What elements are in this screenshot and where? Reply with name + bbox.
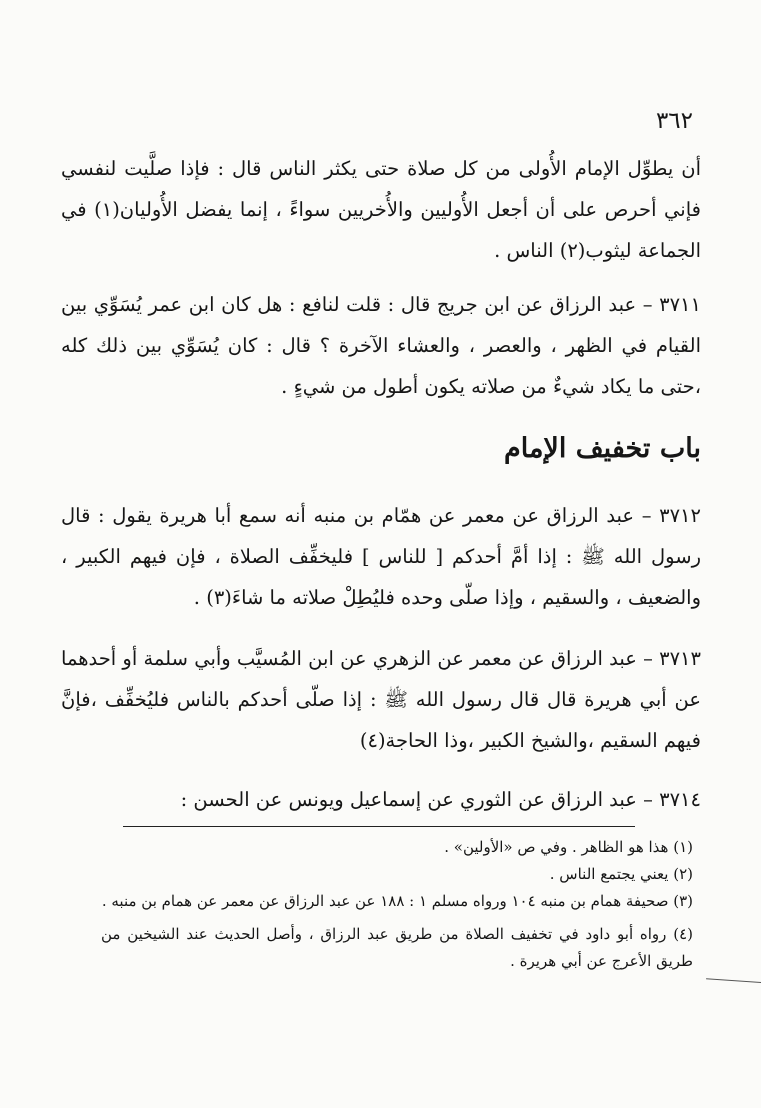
chapter-heading: باب تخفيف الإمام [504, 433, 701, 464]
footnote-4: (٤) رواه أبو داود في تخفيف الصلاة من طريق عبد الرزاق ، وأصل الحديث عند الشيخين من طريق الأعرج عن أبي هريرة . [101, 925, 693, 970]
page-number: ٣٦٢ [655, 108, 693, 134]
footnote-divider [123, 826, 635, 827]
scan-artifact-line [706, 978, 761, 985]
footnote-2: (٢) يعني يجتمع الناس . [549, 865, 693, 883]
hadith-3713: ٣٧١٣ – عبد الرزاق عن معمر عن الزهري عن ابن المُسيَّب وأبي سلمة أو أحدهما عن أبي هريرة قال قال رسول الله ﷺ : إذا صلّى أحدكم بالناس فليُخفِّف ،فإنَّ فيهم السقيم ،والشيخ الكبير ،وذا الحاجة(٤) [61, 647, 701, 752]
main-text [61, 148, 701, 820]
footnote-3: (٣) صحيفة همام بن منبه ١٠٤ ورواه مسلم ١ : ١٨٨ عن عبد الرزاق عن معمر عن همام بن منبه . [101, 892, 693, 910]
hadith-3714: ٣٧١٤ – عبد الرزاق عن الثوري عن إسماعيل ويونس عن الحسن : [180, 788, 701, 811]
paragraph-continuation: أن يطوِّل الإمام الأُولى من كل صلاة حتى يكثر الناس قال : فإذا صلَّيت لنفسي فإني أحرص على أن أجعل الأُوليين والأُخريين سواءً ، إنما يفضل الأُوليان(١) في الجماعة ليثوب(٢) الناس . [61, 157, 701, 262]
footnotes [101, 834, 693, 975]
hadith-3711: ٣٧١١ – عبد الرزاق عن ابن جريج قال : قلت لنافع : هل كان ابن عمر يُسَوِّي بين القيام في الظهر ، والعصر ، والعشاء الآخرة ؟ قال : كان يُسَوِّي بين ذلك كله ،حتى ما يكاد شيءٌ من صلاته يكون أطول من شيءٍ . [61, 293, 701, 398]
footnote-1: (١) هذا هو الظاهر . وفي ص «الأولين» . [444, 838, 693, 856]
hadith-3712: ٣٧١٢ – عبد الرزاق عن معمر عن همّام بن منبه أنه سمع أبا هريرة يقول : قال رسول الله ﷺ : إذا أمَّ أحدكم [ للناس ] فليخفِّف الصلاة ، فإن فيهم الكبير ، والضعيف ، والسقيم ، وإذا صلّى وحده فليُطِلْ صلاته ما شاءَ(٣) . [61, 504, 701, 609]
